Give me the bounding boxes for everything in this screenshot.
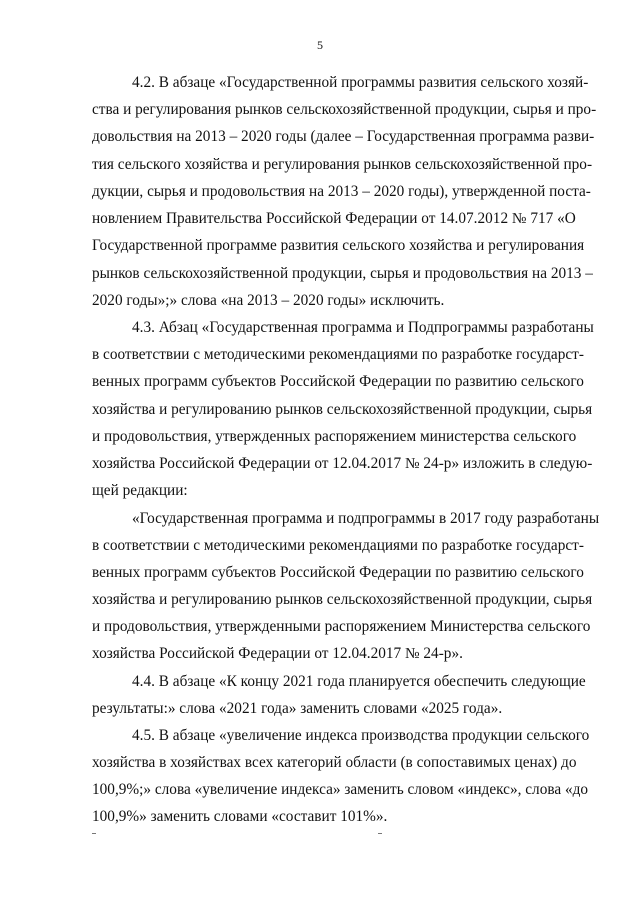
page-number: 5 [317,38,323,52]
text-line: 2020 годы»;» слова «на 2013 – 2020 годы» исключить. [92,292,445,309]
text-line: хозяйства и регулированию рынков сельскохозяйственной продукции, сырья [92,401,593,418]
text-line: 4.5. В абзаце «увеличение индекса производства продукции сельского [132,727,590,744]
text-line: хозяйства в хозяйствах всех категорий области (в сопоставимых ценах) до [92,754,577,771]
text-line: новлением Правительства Российской Федерации от 14.07.2012 № 717 «О [92,210,576,227]
text-line: хозяйства Российской Федерации от 12.04.2017 № 24-р» изложить в следую- [92,455,593,472]
text-line: результаты:» слова «2021 года» заменить словами «2025 года». [92,700,503,717]
text-line: венных программ субъектов Российской Федерации по развитию сельского [92,564,584,581]
text-line: хозяйства Российской Федерации от 12.04.2017 № 24-р». [92,645,463,662]
text-line: хозяйства и регулированию рынков сельскохозяйственной продукции, сырья [92,591,593,608]
text-line: 4.3. Абзац «Государственная программа и Подпрограммы разработаны [132,319,594,336]
text-line: в соответствии с методическими рекомендациями по разработке государст- [92,346,584,363]
text-line: в соответствии с методическими рекомендациями по разработке государст- [92,537,584,554]
text-line: венных программ субъектов Российской Федерации по развитию сельского [92,373,584,390]
scan-mark [378,833,382,834]
text-line: щей редакции: [92,482,188,499]
text-line: 100,9%;» слова «увеличение индекса» заменить словом «индекс», слова «до [92,781,589,798]
text-line: и продовольствия, утвержденных распоряжением министерства сельского [92,428,577,445]
text-line: ства и регулирования рынков сельскохозяйственной продукции, сырья и про- [92,101,597,118]
text-line: дукции, сырья и продовольствия на 2013 – 2020 годы), утвержденной поста- [92,183,591,200]
text-line: 4.2. В абзаце «Государственной программы развития сельского хозяй- [132,74,589,91]
scan-mark [92,833,96,834]
text-line: «Государственная программа и подпрограммы в 2017 году разработаны [132,510,600,527]
text-line: рынков сельскохозяйственной продукции, сырья и продовольствия на 2013 – [92,265,593,282]
text-line: и продовольствия, утвержденными распоряжением Министерства сельского [92,618,591,635]
text-line: 4.4. В абзаце «К концу 2021 года планируется обеспечить следующие [132,673,586,690]
text-line: довольствия на 2013 – 2020 годы (далее – Государственная программа разви- [92,128,595,145]
text-line: тия сельского хозяйства и регулирования рынков сельскохозяйственной про- [92,156,593,173]
text-line: Государственной программе развития сельского хозяйства и регулирования [92,237,585,254]
text-line: 100,9%» заменить словами «составит 101%». [92,808,388,825]
